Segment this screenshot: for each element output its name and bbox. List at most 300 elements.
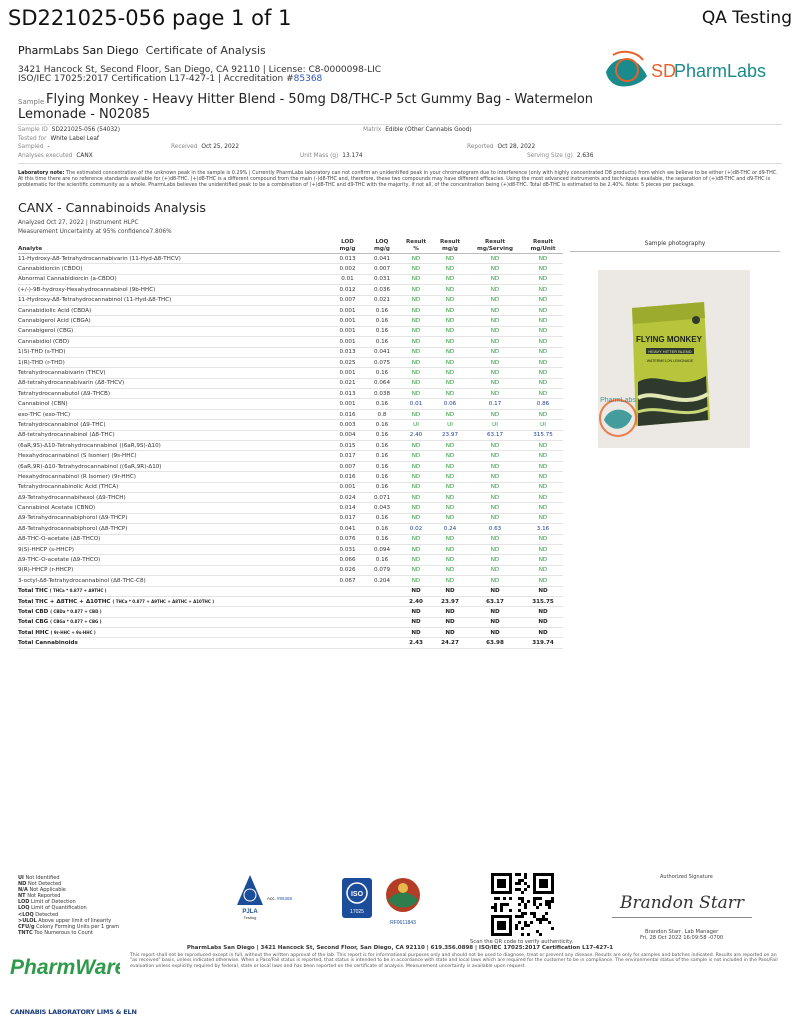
- table-row: [18, 368, 563, 378]
- legend-abbr: LOD: [18, 899, 30, 906]
- result-value: ND: [433, 254, 467, 264]
- result-value: 0.63: [467, 524, 523, 534]
- table-row: [18, 513, 563, 523]
- result-value: ND: [523, 254, 563, 264]
- lod-value: 0.031: [330, 544, 365, 554]
- result-value: ND: [433, 534, 467, 544]
- sample-photography-header: Sample photography: [570, 241, 780, 252]
- legend-abbr: UI: [18, 875, 24, 881]
- result-value: ND: [523, 264, 563, 274]
- lod-value: 0.041: [330, 524, 365, 534]
- photo-flavor-text: WATERMELON LEMONADE: [646, 359, 694, 363]
- analyte-name: Tetrahydrocannabinolic Acid (THCA): [18, 482, 330, 492]
- result-value: ND: [399, 389, 433, 399]
- result-value: ND: [467, 461, 523, 471]
- result-value: ND: [433, 503, 467, 513]
- result-value: ND: [433, 472, 467, 482]
- result-value: ND: [433, 347, 467, 357]
- result-value: ND: [399, 264, 433, 274]
- result-value: ND: [399, 461, 433, 471]
- analyte-name: Tetrahydrocannabutol (Δ9-THCB): [18, 389, 330, 399]
- pharmware-logo-text: PharmWare: [10, 956, 120, 979]
- table-row: [18, 534, 563, 544]
- table-row: [18, 430, 563, 440]
- result-value: ND: [467, 492, 523, 502]
- result-value: ND: [399, 316, 433, 326]
- loq-value: 0.16: [365, 430, 399, 440]
- legend-abbr: CFU/g: [18, 923, 35, 930]
- lod-value: 0.024: [330, 492, 365, 502]
- table-row: [18, 555, 563, 565]
- analyte-name: Cannabidiol (CBD): [18, 337, 330, 347]
- legend-abbr: <LOQ: [18, 911, 34, 918]
- qr-code[interactable]: [491, 873, 554, 936]
- analyte-name: (6aR,9S)-Δ10-Tetrahydrocannabinol ((6aR,9S)-Δ10): [18, 441, 330, 451]
- table-row: [18, 295, 563, 305]
- result-value: ND: [467, 409, 523, 419]
- total-value: ND: [399, 617, 433, 627]
- pjla-badge: [235, 873, 295, 921]
- analyte-name: Δ8-THC-O-acetate (Δ8-THCO): [18, 534, 330, 544]
- note-text: The estimated concentration of the unknown peak in the sample is 0.29% | Currently PharmLabs laboratory can not confirm an unidentified peak in your chromatogram due to interference (only with highly concentrated D8 products) from which we believe to be either (+)d8-THC or d9-THC. At this time there are no reference standards available for (+)d8-THC. (+)d8-THC is a different compound from the main (-)d8-THC and, therefore, these two compounds may have different efficacies. Using the most advanced instruments and techniques available, the separation of (+)d8-THC and d9-THC is problematic for the scientific community as a whole. PharmLabs believes the unidentified peak to be a combination of (+)d8-THC and d9-THC with the majority, if not all, of the concentration being (+)d8-THC. Total d8-THC is estimated to be 2.40%. Note: 5 pieces per package.: [18, 170, 778, 188]
- result-value: UI: [399, 420, 433, 430]
- loq-value: 0.16: [365, 482, 399, 492]
- table-header-row: [18, 238, 563, 254]
- meta-analyses: Analyses executed CANX: [18, 153, 93, 159]
- footer-address: PharmLabs San Diego | 3421 Hancock St, Second Floor, San Diego, CA 92110 | 619.356.0898 | ISO/IEC 17025:2017 Certification L17-427-1: [186, 945, 614, 951]
- loq-value: [365, 638, 399, 648]
- result-value: ND: [523, 357, 563, 367]
- loq-value: 0.041: [365, 347, 399, 357]
- analyte-name: 9(S)-HHCP (s-HHCP): [18, 544, 330, 554]
- table-row: [18, 492, 563, 502]
- table-row: [18, 544, 563, 554]
- analyte-name: 11-Hydroxy-Δ8-Tetrahydrocannabinol (11-Hyd-Δ8-THC): [18, 295, 330, 305]
- result-value: 0.06: [433, 399, 467, 409]
- total-label: [18, 628, 330, 638]
- analyte-name: Cannabidiolic Acid (CBDA): [18, 305, 330, 315]
- result-value: ND: [467, 316, 523, 326]
- signature-label: Authorized Signature: [660, 874, 713, 880]
- lod-value: 0.001: [330, 399, 365, 409]
- result-value: ND: [523, 274, 563, 284]
- result-value: ND: [467, 295, 523, 305]
- meta-unit-mass: Unit Mass (g) 13.174: [300, 153, 363, 159]
- total-name: Total THC: [18, 588, 48, 595]
- legend-desc: Not Identified: [25, 875, 60, 881]
- legend-desc: Not Detected: [27, 881, 62, 888]
- pharmware-subtitle: CANNABIS LABORATORY LIMS & ELN: [10, 1008, 137, 1016]
- lod-value: 0.001: [330, 305, 365, 315]
- lod-value: 0.067: [330, 576, 365, 586]
- total-row: [18, 628, 563, 638]
- total-value: ND: [399, 607, 433, 617]
- lod-value: [330, 638, 365, 648]
- col-analyte: Analyte: [18, 238, 330, 254]
- result-value: ND: [399, 378, 433, 388]
- table-row: [18, 503, 563, 513]
- analyte-name: Cannabidiorcin (CBDO): [18, 264, 330, 274]
- loq-value: 0.16: [365, 451, 399, 461]
- lod-value: 0.013: [330, 347, 365, 357]
- result-value: ND: [523, 368, 563, 378]
- legend-desc: Limit of Quantification: [31, 905, 87, 912]
- loq-value: 0.8: [365, 409, 399, 419]
- divider: [18, 124, 782, 125]
- table-row: [18, 389, 563, 399]
- total-value: ND: [467, 628, 523, 638]
- total-value: ND: [467, 607, 523, 617]
- meta-reported: Reported Oct 28, 2022: [467, 144, 536, 150]
- total-value: ND: [433, 628, 467, 638]
- result-value: ND: [523, 285, 563, 295]
- result-value: ND: [399, 565, 433, 575]
- total-label: [18, 586, 330, 596]
- total-row: [18, 607, 563, 617]
- result-value: ND: [433, 513, 467, 523]
- iso-text: ISO: [350, 891, 364, 898]
- result-value: 0.02: [399, 524, 433, 534]
- result-value: ND: [467, 513, 523, 523]
- analyte-name: Cannabinol (CBN): [18, 399, 330, 409]
- loq-value: 0.071: [365, 492, 399, 502]
- table-row: [18, 337, 563, 347]
- lod-value: 0.014: [330, 503, 365, 513]
- loq-value: [365, 586, 399, 596]
- total-value: 319.74: [523, 638, 563, 648]
- total-value: ND: [523, 586, 563, 596]
- loq-value: 0.036: [365, 285, 399, 295]
- total-label: [18, 617, 330, 627]
- total-label: [18, 607, 330, 617]
- result-value: ND: [399, 534, 433, 544]
- result-value: 2.40: [399, 430, 433, 440]
- result-value: ND: [523, 576, 563, 586]
- result-value: ND: [399, 503, 433, 513]
- result-value: ND: [467, 357, 523, 367]
- total-value: 24.27: [433, 638, 467, 648]
- result-value: ND: [523, 472, 563, 482]
- total-row: [18, 638, 563, 648]
- result-value: ND: [467, 326, 523, 336]
- loq-value: 0.038: [365, 389, 399, 399]
- result-value: ND: [523, 492, 563, 502]
- loq-value: 0.007: [365, 264, 399, 274]
- signatory-name: Brandon Starr, Lab Manager: [644, 929, 719, 935]
- results-table: [18, 238, 563, 649]
- result-value: ND: [433, 264, 467, 274]
- table-row: [18, 254, 563, 264]
- total-value: ND: [399, 628, 433, 638]
- signature-date: Fri, 28 Oct 2022 16:09:58 -0700: [640, 935, 724, 941]
- result-value: ND: [467, 555, 523, 565]
- result-value: ND: [399, 409, 433, 419]
- result-value: ND: [523, 441, 563, 451]
- loq-value: 0.094: [365, 544, 399, 554]
- loq-value: 0.16: [365, 534, 399, 544]
- meta-serving-size: Serving Size (g) 2.636: [527, 153, 594, 159]
- result-value: ND: [523, 555, 563, 565]
- total-value: ND: [523, 607, 563, 617]
- table-row: [18, 409, 563, 419]
- result-value: ND: [467, 378, 523, 388]
- result-value: ND: [467, 264, 523, 274]
- result-value: ND: [399, 544, 433, 554]
- result-value: ND: [467, 565, 523, 575]
- table-row: [18, 357, 563, 367]
- result-value: ND: [523, 316, 563, 326]
- loq-value: [365, 628, 399, 638]
- acc-text: Acc.: [267, 896, 276, 901]
- col-loq: LOQ mg/g: [365, 238, 399, 254]
- loq-value: 0.064: [365, 378, 399, 388]
- result-value: ND: [433, 285, 467, 295]
- analyte-name: 1(R)-THD (r-THD): [18, 357, 330, 367]
- analyte-name: Cannabinol Acetate (CBNO): [18, 503, 330, 513]
- lab-heading: [18, 44, 266, 57]
- result-value: ND: [467, 285, 523, 295]
- lod-value: 0.003: [330, 420, 365, 430]
- signatory: [640, 929, 723, 941]
- result-value: ND: [399, 337, 433, 347]
- analyte-name: 9(R)-HHCP (r-HHCP): [18, 565, 330, 575]
- total-row: [18, 596, 563, 606]
- lod-value: 0.004: [330, 430, 365, 440]
- pjla-text: PJLA: [242, 909, 258, 915]
- legend-desc: Above upper limit of linearity: [38, 917, 112, 924]
- lab-address: 3421 Hancock St, Second Floor, San Diego, CA 92110 | License: C8-0000098-LIC: [18, 65, 382, 75]
- lod-value: 0.01: [330, 274, 365, 284]
- total-label: [18, 596, 330, 606]
- abbreviation-legend: [18, 875, 119, 936]
- result-value: UI: [467, 420, 523, 430]
- total-row: [18, 617, 563, 627]
- result-value: ND: [467, 503, 523, 513]
- sample-photo: [598, 270, 750, 448]
- total-formula: ( 9r-HHC + 9s-HHC ): [50, 629, 96, 635]
- result-value: ND: [467, 576, 523, 586]
- result-value: ND: [399, 513, 433, 523]
- lod-value: 0.001: [330, 337, 365, 347]
- loq-value: 0.031: [365, 274, 399, 284]
- col-result-mgg: Result mg/g: [433, 238, 467, 254]
- laboratory-note: [18, 170, 780, 188]
- result-value: ND: [523, 482, 563, 492]
- result-value: ND: [399, 492, 433, 502]
- lod-value: 0.013: [330, 254, 365, 264]
- col-result-pct: Result %: [399, 238, 433, 254]
- lod-value: [330, 596, 365, 606]
- footer-disclaimer: This report shall not be reproduced except in full, without the written approval of the lab. This report is for informational purposes only and should not be used to diagnose, treat or prevent any disease. Results are only for samples and batches indicated. Results are reported on an "as received" basis, unless indicated otherwise. When a Pass/Fail status is reported, that status is intended to be in accordance with state and local laws which are required for the customer to be in compliance. The environmental status of the sample is not included in the Pass/Fail evaluation unless explicitly required by federal, state or local laws and has been reported on the certificate of analysis. Measurement uncertainty is available upon request.: [130, 953, 778, 969]
- result-value: ND: [467, 254, 523, 264]
- loq-value: 0.075: [365, 357, 399, 367]
- loq-value: 0.16: [365, 524, 399, 534]
- total-formula: ( CBGa * 0.877 + CBG ): [50, 619, 102, 625]
- total-name: Total HHC: [18, 629, 49, 636]
- table-row: [18, 461, 563, 471]
- table-row: [18, 305, 563, 315]
- uncertainty-info: Measurement Uncertainty at 95% confidence7.806%: [18, 229, 172, 235]
- result-value: ND: [433, 544, 467, 554]
- total-value: 2.43: [399, 638, 433, 648]
- result-value: ND: [467, 441, 523, 451]
- analyte-name: Tetrahydrocannabivarin (THCV): [18, 368, 330, 378]
- total-name: Total CBD: [18, 608, 49, 615]
- lod-value: [330, 586, 365, 596]
- result-value: ND: [467, 368, 523, 378]
- result-value: ND: [433, 565, 467, 575]
- analyte-name: Tetrahydrocannabinol (Δ9-THC): [18, 420, 330, 430]
- result-value: ND: [399, 451, 433, 461]
- table-row: [18, 399, 563, 409]
- result-value: ND: [399, 472, 433, 482]
- result-value: ND: [399, 555, 433, 565]
- result-value: ND: [523, 409, 563, 419]
- meta-sample-id: Sample ID SD221025-056 (54032): [18, 127, 121, 133]
- total-value: ND: [433, 617, 467, 627]
- lod-value: 0.001: [330, 482, 365, 492]
- result-value: UI: [433, 420, 467, 430]
- result-value: ND: [467, 389, 523, 399]
- table-row: [18, 472, 563, 482]
- legend-desc: Not Reported: [27, 893, 61, 900]
- sample-title: Flying Monkey - Heavy Hitter Blend - 50mg D8/THC-P 5ct Gummy Bag - Watermelon Lemonade - N02085: [18, 92, 594, 122]
- result-value: ND: [399, 285, 433, 295]
- legend-desc: Limit of Detection: [31, 899, 76, 906]
- lod-value: 0.025: [330, 357, 365, 367]
- table-row: [18, 378, 563, 388]
- lod-value: 0.066: [330, 555, 365, 565]
- result-value: ND: [433, 576, 467, 586]
- result-value: ND: [467, 534, 523, 544]
- loq-value: 0.079: [365, 565, 399, 575]
- analyte-name: Δ8-tetrahydrocannabivarin (Δ8-THCV): [18, 378, 330, 388]
- result-value: ND: [523, 389, 563, 399]
- result-value: ND: [433, 482, 467, 492]
- loq-value: 0.16: [365, 472, 399, 482]
- result-value: ND: [399, 326, 433, 336]
- legend-abbr: >ULOL: [18, 917, 37, 924]
- total-value: 63.17: [467, 596, 523, 606]
- meta-matrix: Matrix Edible (Other Cannabis Good): [363, 127, 472, 133]
- result-value: ND: [523, 534, 563, 544]
- lod-value: 0.012: [330, 285, 365, 295]
- total-value: 315.75: [523, 596, 563, 606]
- sdpharmlabs-logo: [603, 50, 788, 92]
- result-value: ND: [433, 441, 467, 451]
- result-value: ND: [433, 451, 467, 461]
- total-value: ND: [523, 617, 563, 627]
- legend-desc: Not Applicable: [29, 887, 66, 894]
- lod-value: 0.013: [330, 389, 365, 399]
- result-value: 63.17: [467, 430, 523, 440]
- total-row: [18, 586, 563, 596]
- total-name: Total Cannabinoids: [18, 640, 78, 647]
- loq-value: 0.16: [365, 555, 399, 565]
- col-result-unit: Result mg/Unit: [523, 238, 563, 254]
- legend-item: [18, 930, 119, 936]
- legend-abbr: NT: [18, 893, 26, 900]
- table-row: [18, 264, 563, 274]
- result-value: ND: [399, 274, 433, 284]
- table-row: [18, 316, 563, 326]
- loq-value: 0.16: [365, 441, 399, 451]
- doc-type: Certificate of Analysis: [145, 44, 266, 57]
- result-value: ND: [433, 389, 467, 399]
- lod-value: 0.002: [330, 264, 365, 274]
- col-result-serving: Result mg/Serving: [467, 238, 523, 254]
- result-value: ND: [523, 451, 563, 461]
- loq-value: [365, 607, 399, 617]
- analyte-name: 1(S)-THD (s-THD): [18, 347, 330, 357]
- dcc-badge: [382, 876, 424, 926]
- total-formula: ( THCa * 0.877 + Δ9THC ): [49, 588, 107, 594]
- iso-badge: [342, 878, 372, 918]
- loq-value: 0.043: [365, 503, 399, 513]
- result-value: ND: [523, 565, 563, 575]
- accreditation-link[interactable]: 85368: [293, 74, 323, 84]
- result-value: ND: [467, 274, 523, 284]
- total-name: Total THC + Δ8THC + Δ10THC: [18, 598, 111, 605]
- result-value: ND: [399, 295, 433, 305]
- result-value: ND: [433, 378, 467, 388]
- analyte-name: (6aR,9R)-Δ10-Tetrahydrocannabinol ((6aR,9R)-Δ10): [18, 461, 330, 471]
- loq-value: 0.204: [365, 576, 399, 586]
- table-row: [18, 285, 563, 295]
- result-value: UI: [523, 420, 563, 430]
- result-value: ND: [467, 544, 523, 554]
- result-value: ND: [399, 441, 433, 451]
- analyte-name: 3-octyl-Δ8-Tetrahydrocannabinol (Δ8-THC-C8): [18, 576, 330, 586]
- lod-value: 0.007: [330, 295, 365, 305]
- loq-value: 0.021: [365, 295, 399, 305]
- result-value: ND: [467, 337, 523, 347]
- lod-value: [330, 617, 365, 627]
- legend-abbr: ND: [18, 881, 27, 888]
- loq-value: 0.16: [365, 337, 399, 347]
- table-row: [18, 482, 563, 492]
- lod-value: 0.001: [330, 368, 365, 378]
- result-value: ND: [433, 295, 467, 305]
- result-value: ND: [467, 472, 523, 482]
- result-value: 3.16: [523, 524, 563, 534]
- analyte-name: Δ8-Tetrahydrocannabiphorol (Δ8-THCP): [18, 524, 330, 534]
- analyte-name: 11-Hydroxy-Δ8-Tetrahydrocannabivarin (11-Hyd-Δ8-THCV): [18, 254, 330, 264]
- analyte-name: Cannabigerol Acid (CBGA): [18, 316, 330, 326]
- analyte-name: Cannabigerol (CBG): [18, 326, 330, 336]
- analyte-name: Abnormal Cannabidiorcin (a-CBDO): [18, 274, 330, 284]
- table-row: [18, 565, 563, 575]
- sample-label: Sample: [18, 98, 45, 106]
- lod-value: 0.016: [330, 409, 365, 419]
- qr-caption: Scan the QR code to verify authenticity.: [470, 939, 574, 945]
- result-value: ND: [433, 409, 467, 419]
- result-value: ND: [523, 295, 563, 305]
- result-value: ND: [523, 326, 563, 336]
- loq-value: 0.16: [365, 399, 399, 409]
- legend-desc: Colony Forming Units per 1 gram: [36, 923, 119, 930]
- total-value: ND: [467, 586, 523, 596]
- total-formula: ( CBDa * 0.877 + CBD ): [50, 608, 102, 614]
- lod-value: 0.001: [330, 316, 365, 326]
- result-value: ND: [467, 347, 523, 357]
- logo-graphic: [603, 50, 788, 92]
- lab-iso: [18, 74, 322, 84]
- loq-value: 0.16: [365, 461, 399, 471]
- loq-value: 0.16: [365, 420, 399, 430]
- result-value: 0.17: [467, 399, 523, 409]
- result-value: 0.01: [399, 399, 433, 409]
